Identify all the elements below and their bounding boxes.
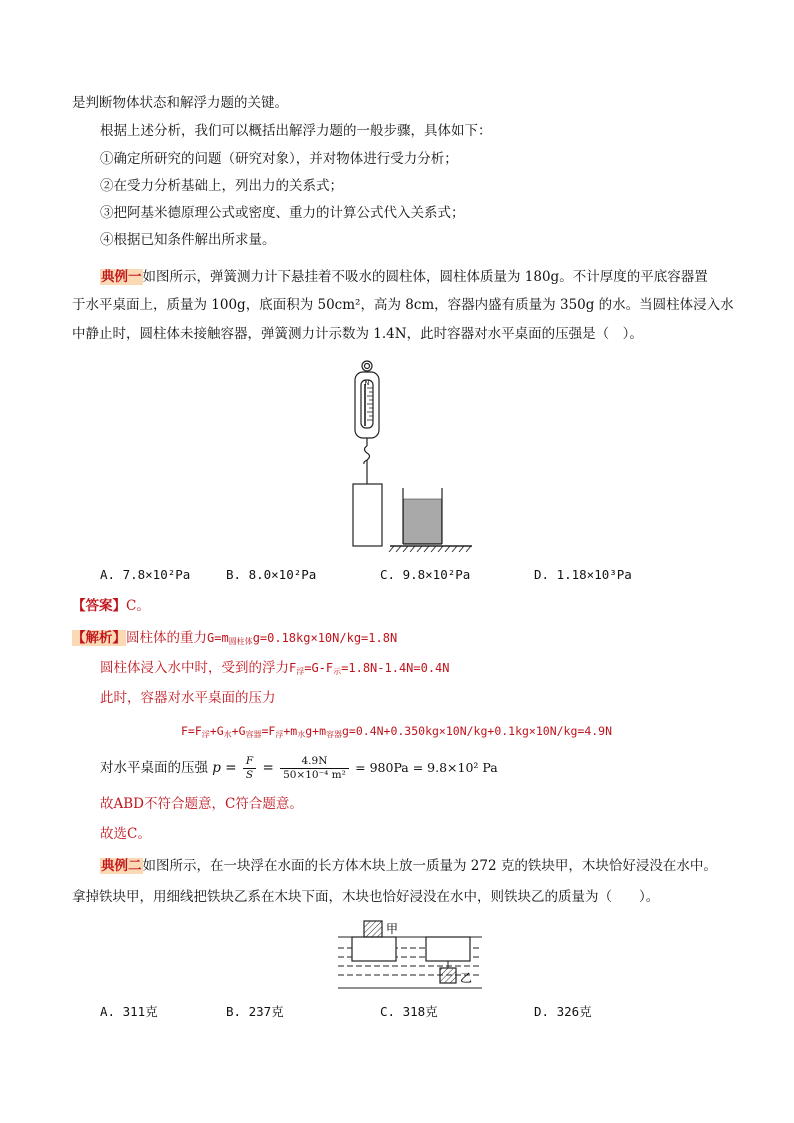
example2-question-line: 拿掉铁块甲，用细线把铁块乙系在木块下面，木块也恰好浸没在水中，则铁块乙的质量为（ ）。 — [72, 889, 660, 905]
formula-sub: 浮 — [201, 730, 210, 739]
option-b: B. 237克 — [226, 1004, 284, 1019]
formula-part: = — [262, 760, 274, 776]
option-b: B. 8.0×10²Pa — [226, 567, 317, 582]
formula-part: F=F — [181, 724, 202, 738]
formula-sub: 水 — [297, 730, 306, 739]
formula-part: g=0.4N+0.350kg×10N/kg+0.1kg×10N/kg=4.9N — [342, 724, 613, 738]
scale-mark: N — [364, 380, 370, 387]
step-item: ③把阿基米德原理公式或密度、重力的计算公式代入关系式； — [100, 205, 465, 221]
formula-part: F — [289, 661, 297, 675]
answer-value: C。 — [126, 598, 150, 614]
analysis-text: 对水平桌面的压强 — [100, 760, 208, 776]
step-item: ②在受力分析基础上，列出力的关系式； — [100, 178, 343, 194]
formula-part: G=m — [207, 631, 229, 645]
pressure-formula-line — [100, 752, 498, 784]
formula-part: =G-F — [304, 661, 334, 675]
formula-part: = — [225, 760, 237, 776]
option-a: A. 7.8×10²Pa — [100, 567, 191, 582]
formula-sub: 容器 — [245, 730, 262, 739]
example1-question-line — [100, 267, 708, 287]
formula-sub: 示 — [333, 667, 342, 676]
formula-sub: 浮 — [296, 667, 305, 676]
figure-wood-blocks — [330, 916, 490, 996]
formula-part: p — [212, 760, 221, 776]
water-fill — [404, 499, 442, 543]
example1-question-line: 中静止时，圆柱体未接触容器，弹簧测力计示数为 1.4N，此时容器对水平桌面的压强是（ ）。 — [72, 326, 643, 342]
step-item: ④根据已知条件解出所求量。 — [100, 232, 276, 248]
example1-tag: 典例一 — [101, 269, 142, 285]
option-c: C. 9.8×10²Pa — [380, 567, 471, 582]
formula-part: S — [245, 769, 254, 781]
option-d: D. 326克 — [534, 1004, 592, 1019]
answer-line — [72, 596, 150, 616]
formula-sub: 圆柱体 — [228, 637, 253, 646]
formula-part: 50×10⁻⁴ m² — [283, 769, 346, 781]
analysis-line — [72, 628, 397, 652]
iron-block-yi — [440, 968, 456, 983]
formula-sub: 容器 — [326, 730, 342, 739]
formula-result: = 980Pa = 9.8×10² Pa — [355, 760, 498, 775]
intro-line: 根据上述分析，我们可以概括出解浮力题的一般步骤，具体如下： — [100, 123, 492, 139]
step-item: ①确定所研究的问题（研究对象），并对物体进行受力分析； — [100, 151, 458, 167]
analysis-line: 故ABD不符合题意，C符合题意。 — [100, 796, 303, 812]
analysis-text: 圆柱体的重力 — [126, 630, 207, 646]
analysis-line: 故选C。 — [100, 826, 151, 842]
formula-sub: 水 — [223, 730, 232, 739]
formula-part: +G — [209, 724, 224, 738]
option-d: D. 1.18×10³Pa — [534, 567, 632, 582]
analysis-tag: 【解析】 — [72, 630, 126, 646]
example1-question-line: 于水平桌面上，质量为 100g，底面积为 50cm²，高为 8cm，容器内盛有质量为 350g 的水。当圆柱体浸入水 — [72, 297, 734, 313]
formula-part: =1.8N-1.4N=0.4N — [341, 661, 450, 675]
question-text: 如图所示，弹簧测力计下悬挂着不吸水的圆柱体，圆柱体质量为 180g。不计厚度的平底容器置 — [142, 269, 708, 285]
example2-tag: 典例二 — [101, 858, 142, 874]
answer-tag: 【答案】 — [72, 598, 126, 614]
formula-part: +G — [231, 724, 246, 738]
analysis-formula — [181, 721, 612, 745]
formula-part: g=0.18kg×10N/kg=1.8N — [252, 631, 398, 645]
analysis-line — [100, 658, 450, 682]
analysis-line: 此时，容器对水平桌面的压力 — [100, 690, 276, 706]
fraction-f-over-s — [243, 755, 256, 782]
fraction-values — [280, 755, 349, 782]
formula-part: +m — [283, 724, 298, 738]
formula-part: F — [243, 755, 256, 769]
label-yi: 乙 — [460, 971, 473, 985]
iron-block-jia — [364, 921, 382, 937]
formula-part: 4.9N — [280, 755, 349, 769]
question-text: 如图所示，在一块浮在水面的长方体木块上放一质量为 272 克的铁块甲，木块恰好浸没在水中。 — [142, 858, 717, 874]
formula-part: =F — [261, 724, 276, 738]
figure-spring-scale — [340, 358, 480, 556]
intro-line: 是判断物体状态和解浮力题的关键。 — [72, 95, 288, 111]
example2-question-line — [100, 856, 717, 876]
option-c: C. 318克 — [380, 1004, 438, 1019]
option-a: A. 311克 — [100, 1004, 158, 1019]
formula-part: g+m — [305, 724, 326, 738]
formula-sub: 浮 — [275, 730, 284, 739]
label-jia: 甲 — [386, 922, 399, 936]
analysis-text: 圆柱体浸入水中时，受到的浮力 — [100, 660, 289, 676]
